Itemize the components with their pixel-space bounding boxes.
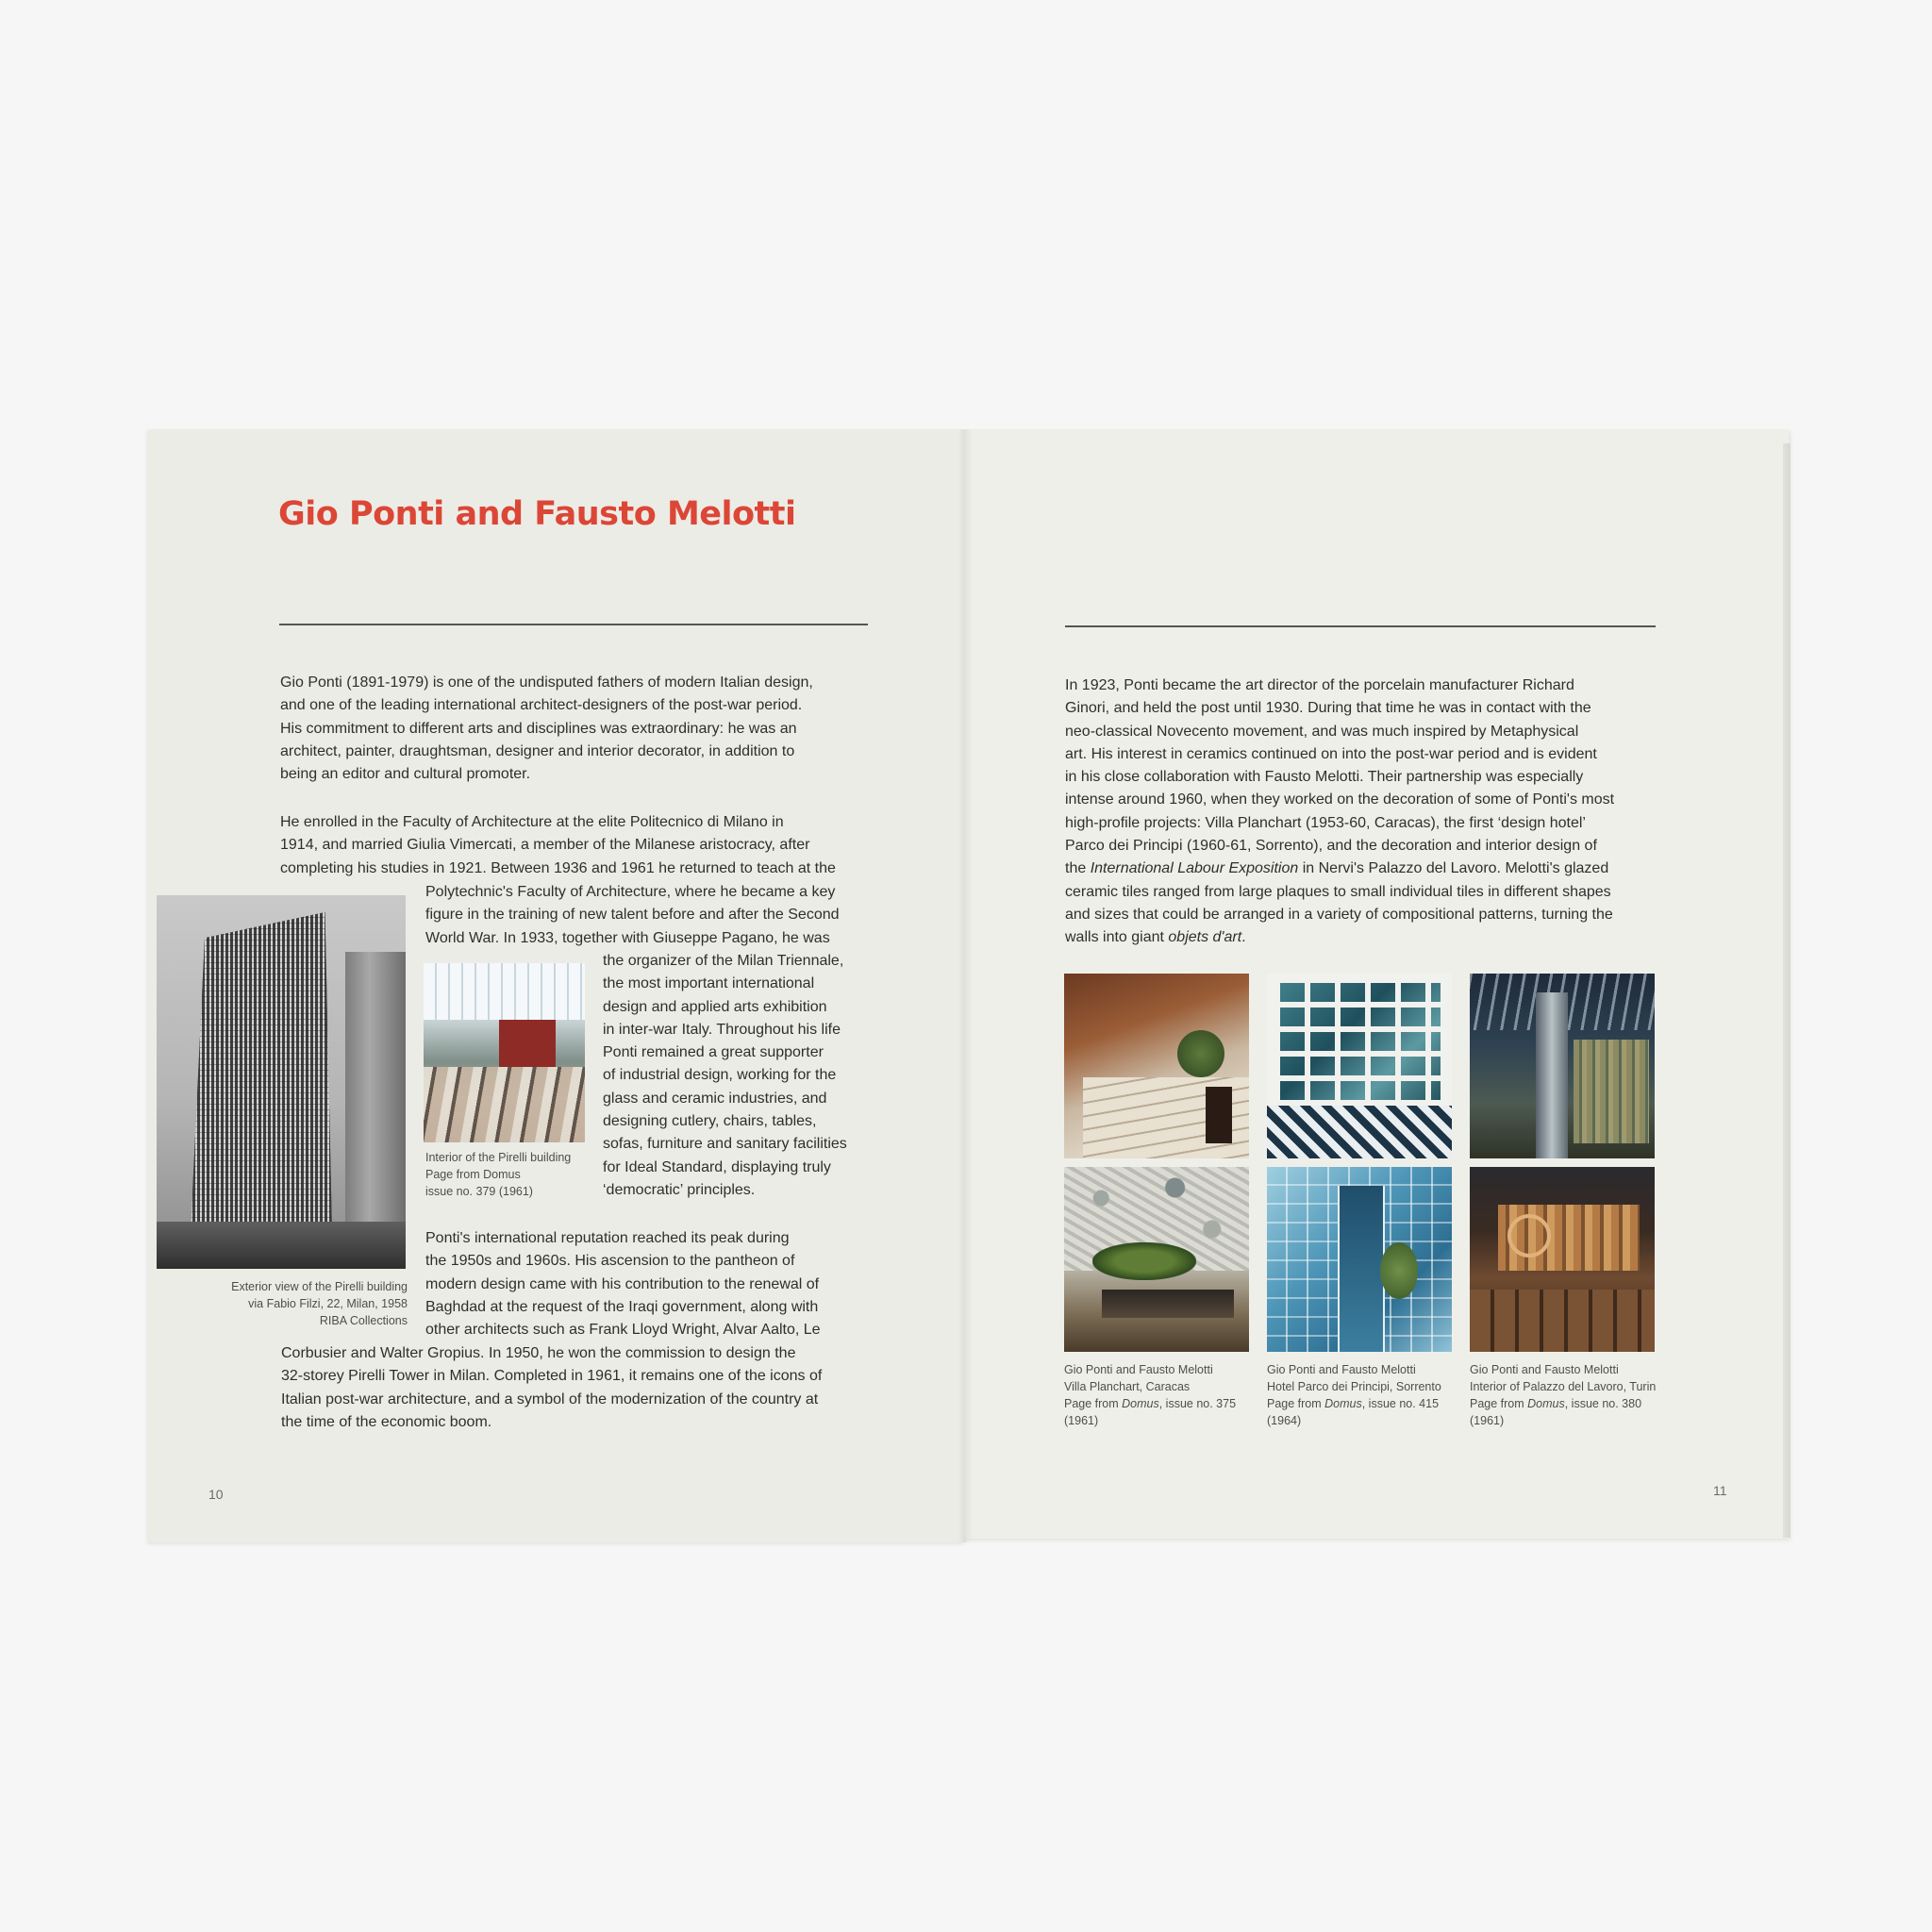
caption-line: Gio Ponti and Fausto Melotti <box>1064 1363 1213 1376</box>
text-line: completing his studies in 1921. Between 1936 and 1961 he returned to teach at the <box>280 859 836 876</box>
text-line: being an editor and cultural promoter. <box>280 766 531 783</box>
desk <box>1102 1290 1234 1318</box>
caption-line: Hotel Parco dei Principi, Sorrento <box>1267 1380 1441 1393</box>
right-page <box>964 429 1789 1539</box>
plant <box>1177 1030 1224 1077</box>
title-rule <box>279 624 868 625</box>
text-line <box>1065 858 1614 880</box>
text-line: 32-storey Pirelli Tower in Milan. Completed in 1961, it remains one of the icons of <box>281 1368 823 1385</box>
caption-fragment: Page from <box>1064 1397 1123 1410</box>
text-line: in inter-war Italy. Throughout his life <box>603 1021 841 1038</box>
door <box>1338 1186 1385 1352</box>
caption-line: (1964) <box>1267 1414 1302 1427</box>
pirelli-exterior-photo <box>157 895 406 1269</box>
text-line: neo-classical Novecento movement, and was much inspired by Metaphysical <box>1065 723 1579 740</box>
intro-paragraph <box>280 672 813 786</box>
page-edge <box>1783 443 1790 1538</box>
header-rule <box>1065 625 1656 627</box>
page-title: Gio Ponti and Fausto Melotti <box>278 495 796 533</box>
education-paragraph-mid <box>425 881 840 950</box>
caption-line: Interior of Palazzo del Lavoro, Turin <box>1470 1380 1657 1393</box>
caption-fragment: , issue no. 415 <box>1361 1397 1440 1410</box>
text-line: Ponti's international reputation reached its peak during <box>425 1230 790 1246</box>
text-line: in his close collaboration with Fausto Melotti. Their partnership was especially <box>1065 769 1584 786</box>
disc-ornament <box>1507 1214 1551 1257</box>
plant <box>1380 1242 1418 1299</box>
education-paragraph-full <box>280 811 836 880</box>
text-line: and one of the leading international architect-designers of the post-war period. <box>280 697 803 714</box>
photo-caption-planchart <box>1064 1361 1236 1429</box>
caption-line: RIBA Collections <box>319 1314 408 1327</box>
text-line: and sizes that could be arranged in a variety of compositional patterns, turning the <box>1065 906 1613 923</box>
text-line: the time of the economic boom. <box>281 1413 492 1430</box>
text-line: for Ideal Standard, displaying truly <box>603 1158 831 1175</box>
page-number-right: 11 <box>1713 1483 1727 1498</box>
text-line: Polytechnic's Faculty of Architecture, where he became a key <box>425 884 836 900</box>
tower-floors <box>191 912 332 1233</box>
caption-italic: Domus <box>1122 1397 1159 1410</box>
caption-fragment: , issue no. 375 <box>1158 1397 1237 1410</box>
column <box>1536 992 1568 1158</box>
text-line: design and applied arts exhibition <box>603 998 827 1015</box>
text-line: He enrolled in the Faculty of Architecture at the elite Politecnico di Milano in <box>280 814 784 830</box>
text-line: ceramic tiles ranged from large plaques to small individual tiles in different shapes <box>1065 883 1611 900</box>
text-line: of industrial design, working for the <box>603 1067 837 1084</box>
photo-caption-principi <box>1267 1361 1441 1429</box>
ground <box>157 1222 406 1269</box>
caption-fragment: Page from <box>1470 1397 1528 1410</box>
text-line: designing cutlery, chairs, tables, <box>603 1113 817 1130</box>
text-fragment: walls into giant <box>1065 929 1169 946</box>
text-line: Ponti remained a great supporter <box>603 1044 824 1061</box>
caption-italic: Domus <box>1324 1397 1362 1410</box>
planter <box>1092 1242 1196 1280</box>
caption-line: (1961) <box>1064 1414 1099 1427</box>
text-line: the organizer of the Milan Triennale, <box>603 953 844 969</box>
text-line: Parco dei Principi (1960-61, Sorrento), and the decoration and interior design of <box>1065 838 1597 855</box>
text-fragment: in Nervi's Palazzo del Lavoro. Melotti's glazed <box>1298 860 1609 877</box>
tile-panel <box>1280 983 1441 1106</box>
chair <box>1206 1087 1232 1143</box>
italic-fragment: International Labour Exposition <box>1090 860 1299 877</box>
left-page <box>148 429 965 1542</box>
text-line: Italian post-war architecture, and a symbol of the modernization of the country at <box>281 1391 819 1407</box>
caption-line: Gio Ponti and Fausto Melotti <box>1267 1363 1416 1376</box>
text-line: glass and ceramic industries, and <box>603 1090 827 1107</box>
caption-line <box>1064 1395 1236 1412</box>
text-line: sofas, furniture and sanitary facilities <box>603 1136 847 1153</box>
reputation-paragraph-mid <box>425 1227 821 1341</box>
text-line: In 1923, Ponti became the art director of the porcelain manufacturer Richard <box>1065 677 1574 693</box>
text-line: architect, painter, draughtsman, designer and interior decorator, in addition to <box>280 742 795 759</box>
text-line: figure in the training of new talent before and after the Second <box>425 907 840 924</box>
caption-line <box>1470 1395 1656 1412</box>
text-line: Corbusier and Walter Gropius. In 1950, he won the commission to design the <box>281 1345 796 1361</box>
caption-fragment: , issue no. 380 <box>1564 1397 1642 1410</box>
exterior-caption <box>167 1278 408 1329</box>
interior-caption <box>425 1149 571 1200</box>
caption-line: Interior of the Pirelli building <box>425 1151 572 1164</box>
text-line: other architects such as Frank Lloyd Wright, Alvar Aalto, Le <box>425 1322 821 1339</box>
text-line: Gio Ponti (1891-1979) is one of the undisputed fathers of modern Italian design, <box>280 675 813 691</box>
villa-mosaic-wall-photo <box>1064 1167 1249 1352</box>
book-gutter <box>958 429 973 1542</box>
text-fragment: the <box>1065 860 1091 877</box>
text-line: World War. In 1933, together with Giuseppe Pagano, he was <box>425 929 830 946</box>
pirelli-interior-photo <box>424 963 585 1142</box>
text-line: Ginori, and held the post until 1930. During that time he was in contact with the <box>1065 700 1591 717</box>
text-line: modern design came with his contribution to the renewal of <box>425 1275 820 1292</box>
palazzo-lavoro-photo-1 <box>1470 974 1655 1158</box>
page-number-left: 10 <box>208 1487 224 1502</box>
caption-line: Page from Domus <box>425 1168 521 1181</box>
text-line: high-profile projects: Villa Planchart (1953-60, Caracas), the first ‘design hotel’ <box>1065 814 1586 831</box>
text-line: 1914, and married Giulia Vimercati, a member of the Milanese aristocracy, after <box>280 837 810 854</box>
ceiling <box>424 963 585 1020</box>
reputation-paragraph-full <box>281 1342 822 1434</box>
text-line: art. His interest in ceramics continued on into the post-war period and is evident <box>1065 745 1597 762</box>
caption-line: (1961) <box>1470 1414 1505 1427</box>
ceramics-paragraph <box>1065 675 1614 950</box>
blue-tile-wall-photo <box>1267 974 1452 1158</box>
photo-caption-lavoro <box>1470 1361 1656 1429</box>
villa-planchart-photo <box>1064 974 1249 1158</box>
parco-dei-principi-photo <box>1267 1167 1452 1352</box>
text-line: ‘democratic’ principles. <box>603 1181 756 1198</box>
italic-fragment: objets d'art <box>1168 929 1242 946</box>
text-line: His commitment to different arts and disciplines was extraordinary: he was an <box>280 720 797 737</box>
crates <box>1470 1290 1655 1352</box>
caption-line: Exterior view of the Pirelli building <box>231 1280 408 1293</box>
caption-fragment: Page from <box>1267 1397 1325 1410</box>
patterned-floor <box>1267 1106 1452 1158</box>
caption-line: via Fabio Filzi, 22, Milan, 1958 <box>248 1297 408 1310</box>
caption-line: Gio Ponti and Fausto Melotti <box>1470 1363 1619 1376</box>
caption-line: issue no. 379 (1961) <box>425 1185 533 1198</box>
palazzo-lavoro-photo-2 <box>1470 1167 1655 1352</box>
red-wall <box>499 1020 556 1067</box>
education-paragraph-narrow <box>603 950 847 1202</box>
desks <box>424 1067 585 1142</box>
caption-line: Villa Planchart, Caracas <box>1064 1380 1191 1393</box>
ceramic-panel <box>1574 1040 1649 1143</box>
text-line <box>1065 926 1614 949</box>
caption-line <box>1267 1395 1441 1412</box>
text-line: intense around 1960, when they worked on the decoration of some of Ponti's most <box>1065 791 1615 808</box>
text-line: the most important international <box>603 975 815 992</box>
text-line: the 1950s and 1960s. His ascension to the pantheon of <box>425 1253 795 1270</box>
caption-italic: Domus <box>1527 1397 1565 1410</box>
text-fragment: . <box>1241 929 1246 946</box>
text-line: Baghdad at the request of the Iraqi government, along with <box>425 1298 819 1315</box>
